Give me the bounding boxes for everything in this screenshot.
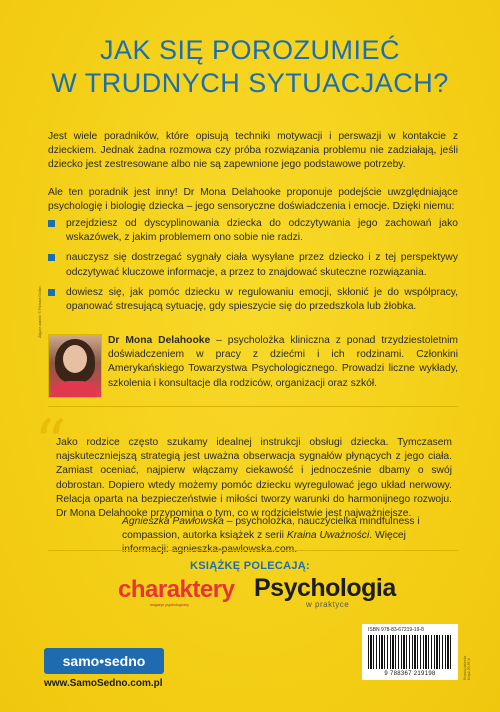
psychologia-logo-tagline: w praktyce [306, 600, 350, 609]
title-line-2: W TRUDNYCH SYTUACJACH? [51, 68, 449, 98]
intro-paragraph-2: Ale ten poradnik jest inny! Dr Mona Delahooke proponuje podejście uwzględniające psychologię i biologię dziecka – jego sensoryczne doświadczenia i emocje. Dzięki niemu: [48, 187, 458, 213]
intro-paragraph-1: Jest wiele poradników, które opisują techniki motywacji i perswazji w kontakcie z dzieckiem. Jednak żadna rozmowa czy próba rozwiązania problemu nie zadziałają, jeśli dziecko jest zestresowane albo nie są zapewnione jego podstawowe potrzeby. [48, 131, 458, 171]
bullet-square-icon [48, 220, 55, 227]
endorsement-quote: Jako rodzice często szukamy idealnej instrukcji obsługi dziecka. Tymczasem najskuteczniejszą strategią jest uważna obserwacja sygnałów płynących z jego ciała. Zamiast oceniać, najpierw włączamy ciekawość i jednocześnie dbamy o swój dobrostan. Dopiero wtedy możemy pomóc dziecku wyregulować jego układ nerwowy. Relacja oparta na bezpieczeństwie i miłości tworzy warunki do harmonijnego rozwoju. Dr Mona Delahooke przypomina o tym, co w rodzicielstwie jest najważniejsze. [56, 437, 452, 520]
divider [48, 550, 458, 551]
author-name: Dr Mona Delahooke [108, 335, 211, 346]
author-bio [108, 334, 458, 391]
list-item: dowiesz się, jak pomóc dziecku w regulowaniu emocji, skłonić je do współpracy, opanować stresującą sytuację, gdy spieszycie się do przedszkola lub żłobka. [48, 286, 458, 314]
list-item: nauczysz się dostrzegać sygnały ciała wysyłane przez dziecko i z tej perspektywy odczytywać kluczowe informacje, a przez to znajdować skuteczne rozwiązania. [48, 251, 458, 279]
photo-credit: Zdjęcie autorki: © Richard Gollan [38, 286, 42, 338]
isbn-label: ISBN 978-83-67219-19-8 [368, 627, 424, 633]
recommend-heading: KSIĄŻKĘ POLECAJĄ: [190, 560, 310, 572]
barcode-bars [368, 635, 452, 669]
bullet-square-icon [48, 254, 55, 261]
bullet-square-icon [48, 289, 55, 296]
charaktery-logo: charaktery [118, 576, 235, 603]
psychologia-logo: Psychologia [254, 574, 396, 602]
endorser-name: Agnieszka Pawłowska [122, 516, 224, 527]
publisher-logo: samo•sedno [44, 648, 164, 674]
list-item: przejdziesz od dyscyplinowania dziecka do odczytywania jego zachowań jako wskazówek, z jakim problemem ono sobie nie radzi. [48, 217, 458, 245]
endorser: Agnieszka Pawłowska – psycholożka, nauczycielka mindfulness i compassion, autorka książek z serii Kraina Uważności. Więcej informacji: agnieszka-pawlowska.com. [122, 516, 420, 556]
author-description: – psycholożka kliniczna z ponad trzydziestoletnim doświadczeniem w pracy z dziećmi i ich rodzinami. Członkini Amerykańskiego Towarzystwa Psychologicznego. Prowadzi liczne wykłady, szkolenia i konsultacje dla rodziców, organizacji oraz szkół. [108, 335, 458, 389]
author-photo [48, 334, 102, 398]
publisher-url: www.SamoSedno.com.pl [44, 678, 163, 689]
barcode-digits: 9 788367 219198 [384, 671, 436, 677]
title-line-1: JAK SIĘ POROZUMIEĆ [99, 35, 401, 65]
divider [48, 406, 458, 407]
book-series: Kraina Uważności [286, 530, 370, 542]
category-price-note: Rozwój dziecka Krzyż 23,99 zł [463, 655, 471, 680]
barcode [362, 624, 458, 680]
charaktery-logo-tagline: magazyn psychologiczny [150, 603, 189, 607]
benefits-list [48, 217, 458, 320]
cover-title [40, 34, 460, 100]
quote-mark-icon: “ [34, 407, 67, 481]
